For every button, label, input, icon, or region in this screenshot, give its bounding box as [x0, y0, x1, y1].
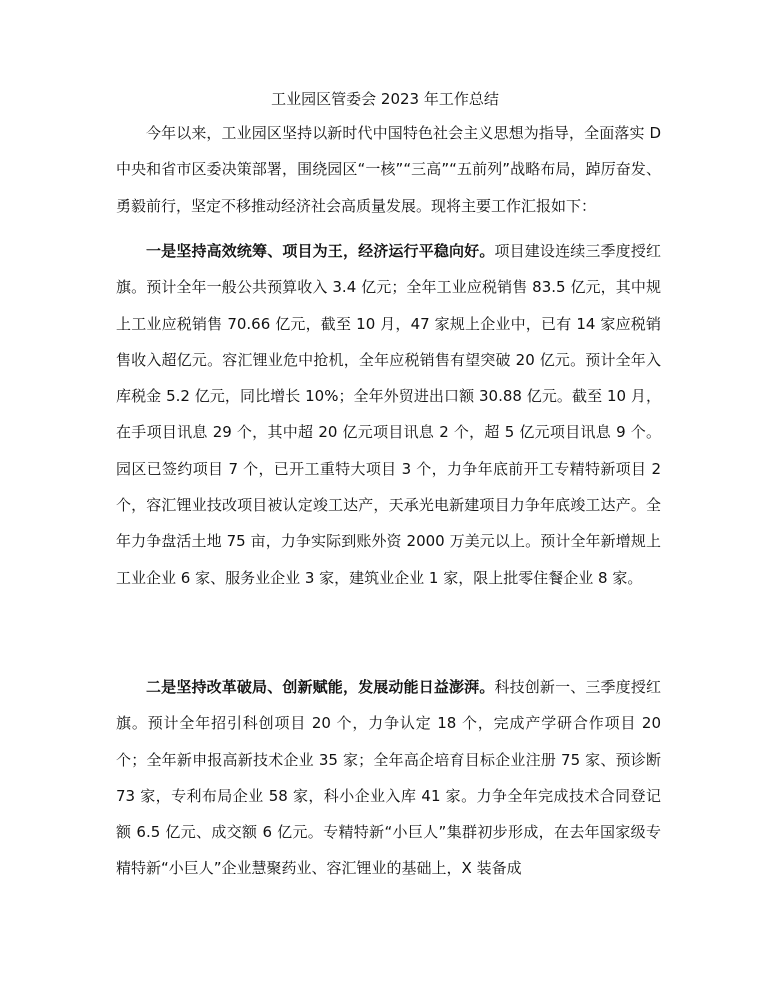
document-title: 工业园区管委会 2023 年工作总结 [271, 90, 499, 108]
paragraph-text: 项目建设连续三季度授红旗。预计全年一般公共预算收入 3.4 亿元；全年工业应税销售 83.5 亿元，其中规上工业应税销售 70.66 亿元，截至 10 月，47 家规上企业中，已有 14 家应税销售收入超亿元。容汇锂业危中抢机，全年应税销售有望突破 20 亿元。预计全年入库税金 5.2 亿元，同比增长 10%；全年外贸进出口额 30.88 亿元。截至 10 月，在手项目讯息 29 个，其中超 20 亿元项目讯息 2 个，超 5 亿元项目讯息 9 个。园区已签约项目 7 个，已开工重特大项目 3 个，力争年底前开工专精特新项目 2 个，容汇锂业技改项目被认定竣工达产，天承光电新建项目力争年底竣工达产。全年力争盘活土地 75 亩，力争实际到账外资 2000 万美元以上。预计全年新增规上工业企业 6 家、服务业企业 3 家，建筑业企业 1 家，限上批零住餐企业 8 家。 [116, 242, 661, 587]
paragraph-lead: 一是坚持高效统筹、项目为王，经济运行平稳向好。 [146, 242, 495, 260]
paragraph-text: 今年以来，工业园区坚持以新时代中国特色社会主义思想为指导，全面落实 D 中央和省市区委决策部署，围绕园区“一核”“三高”“五前列”战略布局，踔厉奋发、勇毅前行，坚定不移推动经济社会高质量发展。现将主要工作汇报如下： [116, 124, 661, 215]
paragraph-section-1 [116, 233, 661, 596]
paragraph-intro [116, 115, 661, 224]
paragraph-section-2 [116, 669, 661, 887]
paragraph-lead: 二是坚持改革破局、创新赋能，发展动能日益澎湃。 [146, 678, 495, 696]
paragraph-text: 科技创新一、三季度授红旗。预计全年招引科创项目 20 个，力争认定 18 个，完成产学研合作项目 20 个；全年新申报高新技术企业 35 家；全年高企培育目标企业注册 75 家、预诊断 73 家，专利布局企业 58 家，科小企业入库 41 家。力争全年完成技术合同登记额 6.5 亿元、成交额 6 亿元。专精特新“小巨人”集群初步形成，在去年国家级专精特新“小巨人”企业慧聚药业、容汇锂业的基础上，X 装备成 [116, 678, 661, 878]
